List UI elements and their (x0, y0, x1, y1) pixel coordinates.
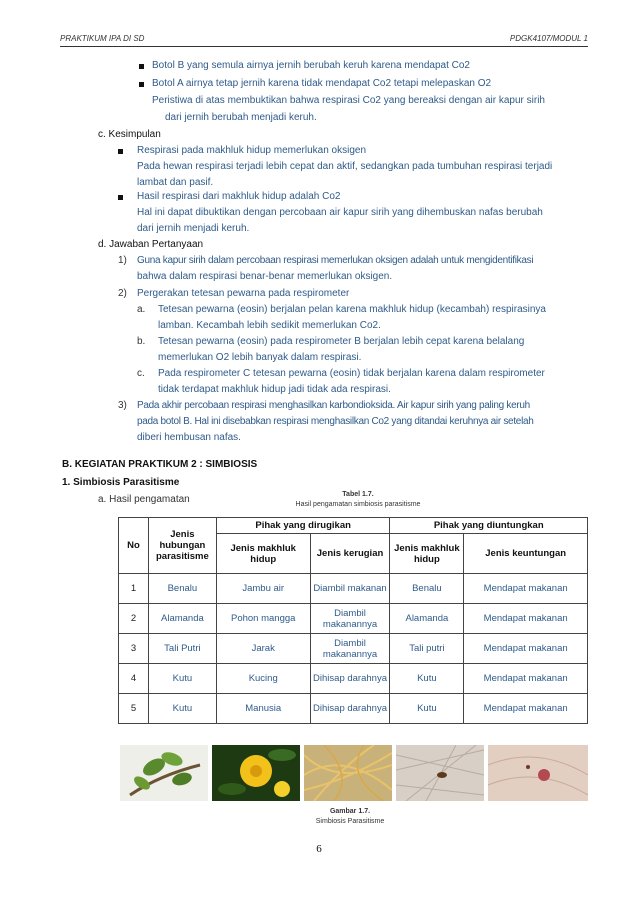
hasil-label: a. Hasil pengamatan (98, 494, 190, 505)
cell-jenis: Alamanda (148, 604, 216, 634)
cell-diuntungkan: Tali putri (390, 634, 464, 664)
cell-kerugian: Diambil makanannya (310, 634, 390, 664)
cell-kerugian: Diambil makanan (310, 574, 390, 604)
header-jenis-hubungan: Jenis hubungan parasitisme (148, 518, 216, 574)
cell-no: 4 (119, 664, 149, 694)
text-line: diberi hembusan nafas. (137, 432, 241, 443)
header-group-diuntungkan: Pihak yang diuntungkan (390, 518, 588, 534)
cell-no: 3 (119, 634, 149, 664)
cell-diuntungkan: Kutu (390, 694, 464, 724)
cell-diuntungkan: Kutu (390, 664, 464, 694)
cell-dirugikan: Pohon mangga (216, 604, 310, 634)
cell-no: 1 (119, 574, 149, 604)
table-row (119, 574, 588, 604)
text-line: memerlukan O2 lebih banyak dalam respirasi. (158, 352, 362, 363)
header-rule (60, 46, 588, 47)
cell-keuntungan: Mendapat makanan (464, 694, 588, 724)
subsection-heading: 1. Simbiosis Parasitisme (62, 477, 180, 488)
header-kerugian: Jenis kerugian (310, 534, 390, 574)
text-line: dari jernih berubah menjadi keruh. (165, 112, 317, 123)
text-line: Pada respirometer C tetesan pewarna (eosin) tidak berjalan karena dalam respirometer (158, 368, 545, 379)
list-letter: b. (137, 336, 146, 347)
table-row (119, 634, 588, 664)
bullet-square-icon (139, 82, 144, 87)
bullet-square-icon (118, 195, 123, 200)
photo-kutu-manusia (488, 745, 588, 801)
cell-keuntungan: Mendapat makanan (464, 604, 588, 634)
figure-caption-sub: Simbiosis Parasitisme (315, 818, 385, 825)
section-d-heading: d. Jawaban Pertanyaan (98, 239, 204, 250)
text-line: Hasil respirasi dari makhluk hidup adalah Co2 (137, 191, 341, 202)
list-letter: a. (137, 304, 146, 315)
header-group-dirugikan: Pihak yang dirugikan (216, 518, 390, 534)
text-line: Pada hewan respirasi terjadi lebih cepat dan aktif, sedangkan pada tumbuhan respirasi terjadi (137, 161, 553, 172)
text-line: tidak terdapat makhluk hidup jadi tidak ada respirasi. (158, 384, 391, 395)
parasitism-table (118, 517, 588, 724)
bullet-square-icon (139, 64, 144, 69)
cell-jenis: Kutu (148, 694, 216, 724)
header-keuntungan: Jenis keuntungan (464, 534, 588, 574)
bullet-square-icon (118, 149, 123, 154)
cell-kerugian: Diambil makanannya (310, 604, 390, 634)
text-line: Guna kapur sirih dalam percobaan respirasi memerlukan oksigen adalah untuk mengidentifikasi (137, 255, 534, 266)
table-row (119, 664, 588, 694)
text-line: Pada akhir percobaan respirasi menghasilkan karbondioksida. Air kapur sirih yang paling keruh (137, 400, 530, 411)
cell-no: 2 (119, 604, 149, 634)
cell-jenis: Benalu (148, 574, 216, 604)
cell-kerugian: Dihisap darahnya (310, 694, 390, 724)
photo-alamanda (212, 745, 300, 801)
cell-keuntungan: Mendapat makanan (464, 634, 588, 664)
section-c-heading: c. Kesimpulan (98, 129, 161, 140)
cell-jenis: Tali Putri (148, 634, 216, 664)
cell-keuntungan: Mendapat makanan (464, 664, 588, 694)
cell-keuntungan: Mendapat makanan (464, 574, 588, 604)
table-caption-sub: Hasil pengamatan simbiosis parasitisme (295, 501, 421, 508)
text-line: Tetesan pewarna (eosin) berjalan pelan karena makhluk hidup (kecambah) respirasinya (158, 304, 546, 315)
cell-diuntungkan: Alamanda (390, 604, 464, 634)
table-caption-title: Tabel 1.7. (342, 491, 374, 498)
text-line: pada botol B. Hal ini disebabkan respirasi menghasilkan Co2 yang ditandai keruhnya air setelah (137, 416, 534, 427)
text-line: Pergerakan tetesan pewarna pada respirometer (137, 288, 350, 299)
cell-kerugian: Dihisap darahnya (310, 664, 390, 694)
table-row (119, 604, 588, 634)
text-line: Botol A airnya tetap jernih karena tidak mendapat Co2 tetapi melepaskan O2 (152, 78, 492, 89)
list-number: 2) (118, 288, 127, 299)
cell-dirugikan: Manusia (216, 694, 310, 724)
figure-caption-title: Gambar 1.7. (329, 808, 371, 815)
text-line: bahwa dalam respirasi benar-benar memerlukan oksigen. (137, 271, 393, 282)
cell-diuntungkan: Benalu (390, 574, 464, 604)
list-number: 1) (118, 255, 127, 266)
photo-kutu-kucing (396, 745, 484, 801)
list-letter: c. (137, 368, 145, 379)
text-line: Respirasi pada makhluk hidup memerlukan oksigen (137, 145, 367, 156)
text-line: lambat dan pasif. (137, 177, 214, 188)
table-row (119, 694, 588, 724)
text-line: lamban. Kecambah lebih sedikit memerlukan Co2. (158, 320, 381, 331)
cell-no: 5 (119, 694, 149, 724)
header-makhluk-dirugikan: Jenis makhluk hidup (216, 534, 310, 574)
header-makhluk-diuntungkan: Jenis makhluk hidup (390, 534, 464, 574)
text-line: dari jernih menjadi keruh. (137, 223, 250, 234)
text-line: Hal ini dapat dibuktikan dengan percobaan air kapur sirih yang dihembuskan nafas berubah (137, 207, 543, 218)
text-line: Botol B yang semula airnya jernih berubah keruh karena mendapat Co2 (152, 60, 470, 71)
header-right: PDGK4107/MODUL 1 (509, 34, 588, 43)
cell-dirugikan: Jarak (216, 634, 310, 664)
cell-dirugikan: Kucing (216, 664, 310, 694)
page-number: 6 (316, 843, 322, 855)
cell-dirugikan: Jambu air (216, 574, 310, 604)
photo-benalu (120, 745, 208, 801)
section-b-heading: B. KEGIATAN PRAKTIKUM 2 : SIMBIOSIS (62, 459, 258, 470)
header-left: PRAKTIKUM IPA DI SD (60, 34, 145, 43)
list-number: 3) (118, 400, 127, 411)
header-no: No (119, 518, 149, 574)
text-line: Peristiwa di atas membuktikan bahwa respirasi Co2 yang bereaksi dengan air kapur sirih (152, 95, 545, 106)
text-line: Tetesan pewarna (eosin) pada respirometer B berjalan lebih cepat karena belalang (158, 336, 525, 347)
cell-jenis: Kutu (148, 664, 216, 694)
photo-tali-putri (304, 745, 392, 801)
